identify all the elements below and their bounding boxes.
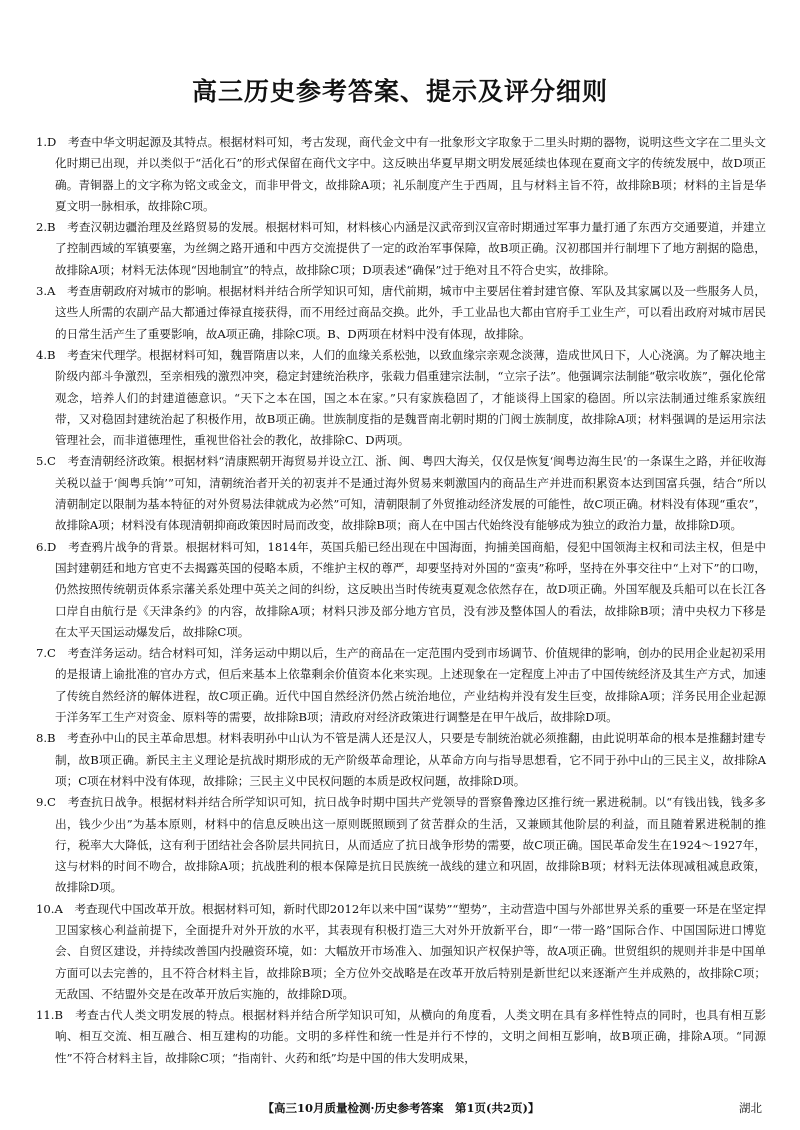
answer-item	[36, 281, 766, 345]
answer-text: 考查古代人类文明发展的特点。根据材料并结合所学知识可知，从横向的角度看，人类文明在具有多样性特点的同时，也具有相互影响、相互交流、相互融合、相互建构的功能。文明的多样性和统一性是并行不悖的，文明之间相互影响，故B项正确，排除A项。“同源性”不符合材料主旨，故排除C项；“指南针、火药和纸”均是中国的伟大发明成果，	[55, 1008, 766, 1065]
answer-number: 1.D	[36, 135, 57, 149]
answer-text: 考查现代中国改革开放。根据材料可知，新时代即2012年以来中国“谋势”“塑势”，主动营造中国与外部世界关系的重要一环是在坚定捍卫国家核心利益前提下，全面提升对外开放的水平，其表现有积极打造三大对外开放新平台，即“一带一路”国际合作、中国国际进口博览会、自贸区建设，并持续改善国内投融资环境，如：大幅放开市场准入、加强知识产权保护等，故A项正确。世贸组织的规则并非是中国单方面可以去完善的，且不符合材料主旨，故排除B项；全方位外交战略是在改革开放后特别是新世纪以来逐渐产生并成熟的，故排除C项；无敌国、不结盟外交是在改革开放后实施的，故排除D项。	[55, 901, 766, 1001]
answer-number: 7.C	[36, 646, 56, 661]
answer-number: 9.C	[36, 795, 56, 810]
answer-number: 5.C	[36, 454, 56, 469]
answer-item	[36, 537, 766, 643]
answer-number: 3.A	[36, 284, 56, 299]
answer-number: 4.B	[36, 347, 56, 362]
answer-item	[36, 132, 766, 217]
answer-text: 考查鸦片战争的背景。根据材料可知，1814年，英国兵船已经出现在中国海面，拘捕美国商船，侵犯中国领海主权和司法主权，但是中国封建朝廷和地方官吏不去揭露英国的侵略本质，不维护主权的尊严，却要坚持对外国的“蛮夷”称呼，坚持在外事交往中“上对下”的口吻，仍然按照传统朝贡体系宗藩关系处理中英关之间的纠纷，这反映出当时传统夷夏观念依然存在，故D项正确。外国军舰及兵船可以在长江各口岸自由航行是《天津条约》的内容，故排除A项；材料只涉及部分地方官员，没有涉及整体国人的看法，故排除B项；清中央权力下移是在太平天国运动爆发后，故排除C项。	[55, 539, 766, 639]
answer-item	[36, 643, 766, 728]
answer-item	[36, 345, 766, 451]
answer-item	[36, 451, 766, 536]
answer-number: 8.B	[36, 731, 56, 746]
answer-text: 考查清朝经济政策。根据材料“清康熙朝开海贸易并设立江、浙、闽、粤四大海关，仅仅是恢复‘闽粤边海生民’的一条谋生之路，并征收海关税以益于‘闽粤兵饷’”可知，清朝统治者开关的初衷并不是通过海外贸易来刺激国内的商品生产并进而积累资本达到国富兵强，结合“所以清朝制定以限制为基本特征的对外贸易法律就成为必然”可知，清朝限制了外贸推动经济发展的可能性，故C项正确。材料没有体现“重农”，故排除A项；材料没有体现清朝抑商政策因时局而改变，故排除B项；商人在中国古代始终没有能够成为独立的政治力量，故排除D项。	[55, 454, 766, 533]
footer-region: 湖北	[739, 1101, 762, 1115]
answer-text: 考查孙中山的民主革命思想。材料表明孙中山认为不管是满人还是汉人，只要是专制统治就必须推翻，由此说明革命的根本是推翻封建专制，故B项正确。新民主主义理论是抗战时期形成的无产阶级革命理论，从革命方向与指导思想看，它不同于孙中山的三民主义，故排除A项；C项在材料中没有体现，故排除；三民主义中民权问题的本质是政权问题，故排除D项。	[55, 731, 766, 788]
answer-number: 10.A	[36, 901, 63, 916]
answer-text: 考查宋代理学。根据材料可知，魏晋隋唐以来，人们的血缘关系松弛，以致血缘宗亲观念淡薄，造成世风日下，人心浇漓。为了解决地主阶级内部斗争激烈，至亲相残的激烈冲突，稳定封建统治秩序，张载力倡重建宗法制，“立宗子法”。他强调宗法制能“敬宗收族”，强化伦常观念，培养人们的封建道德意识。“天下之本在国，国之本在家。”只有家族稳固了，才能谈得上国家的稳固。所以宗法制通过维系家族纽带，又对稳固封建统治起了积极作用，故B项正确。世族制度指的是魏晋南北朝时期的门阀士族制度，故排除A项；材料强调的是运用宗法管理社会，而非道德理性，重视世俗社会的教化，故排除C、D两项。	[55, 347, 766, 448]
answer-text: 考查洋务运动。结合材料可知，洋务运动中期以后，生产的商品在一定范围内受到市场调节、价值规律的影响，创办的民用企业起初采用的是报请上谕批准的官办方式，但后来基本上依靠剩余价值资本化来实现。上述现象在一定程度上冲击了中国传统经济及其生产方式，加速了传统自然经济的解体进程，故C项正确。近代中国自然经济仍然占统治地位，产业结构并没有发生巨变，故排除A项；洋务民用企业起源于洋务军工生产对资金、原料等的需要，故排除B项；清政府对经济政策进行调整是在甲午战后，故排除D项。	[55, 646, 766, 725]
answer-text: 考查中华文明起源及其特点。根据材料可知，考古发现，商代金文中有一批象形文字取象于二里头时期的器物，说明这些文字在二里头文化时期已出现，并以类似于“活化石”的形式保留在商代文字中。这反映出华夏早期文明发展延续也体现在夏商文字的传统发展中，故D项正确。青铜器上的文字称为铭文或金文，而非甲骨文，故排除A项；礼乐制度产生于西周，且与材料主旨不符，故排除B项；材料的主旨是华夏文明一脉相承，故排除C项。	[55, 135, 766, 213]
footer-page-info: 【高三10月质量检测·历史参考答案 第1页(共2页)】	[262, 1101, 540, 1115]
answer-text: 考查抗日战争。根据材料并结合所学知识可知，抗日战争时期中国共产党领导的晋察鲁豫边区推行统一累进税制。以“有钱出钱，钱多多出，钱少少出”为基本原则，材料中的信息反映出这一原则既照顾到了贫苦群众的生活，又兼顾其他阶层的利益，而且随着累进税制的推行，税率大大降低，这有利于团结社会各阶层共同抗日，从而适应了抗日战争形势的需要，故C项正确。国民革命发生在1924～1927年，这与材料的时间不吻合，故排除A项；抗战胜利的根本保障是抗日民族统一战线的建立和巩固，故排除B项；材料无法体现减租减息政策，故排除D项。	[55, 795, 766, 895]
answer-text: 考查汉朝边疆治理及丝路贸易的发展。根据材料可知，材料核心内涵是汉武帝到汉宣帝时期通过军事力量打通了东西方交通要道，并建立了控制西域的军镇要塞，为丝绸之路开通和中西方交流提供了一定的政治军事保障，故B项正确。汉初郡国并行制埋下了地方割据的隐患，故排除A项；材料无法体现“因地制宜”的特点，故排除C项；D项表述“确保”过于绝对且不符合史实，故排除。	[55, 220, 766, 277]
answer-number: 6.D	[36, 539, 57, 554]
page-title: 高三历史参考答案、提示及评分细则	[191, 77, 608, 106]
answer-item	[36, 217, 766, 281]
answer-item	[36, 792, 766, 898]
page-footer	[36, 1100, 766, 1116]
answer-number: 2.B	[36, 220, 56, 235]
answer-item	[36, 1005, 766, 1069]
answer-text: 考查唐朝政府对城市的影响。根据材料并结合所学知识可知，唐代前期，城市中主要居住着封建官僚、军队及其家属以及一些服务人员，这些人所需的农副产品大都通过俸禄直接获得，而不用经过商品交换。此外，手工业品也大都由官府手工业生产，可以看出政府对城市居民的日常生活产生了重要影响，故A项正确，排除C项。B、D两项在材料中没有体现，故排除。	[55, 284, 766, 341]
answer-list	[36, 132, 766, 1069]
answer-item	[36, 899, 766, 1005]
answer-item	[36, 728, 766, 792]
answer-number: 11.B	[36, 1008, 63, 1023]
